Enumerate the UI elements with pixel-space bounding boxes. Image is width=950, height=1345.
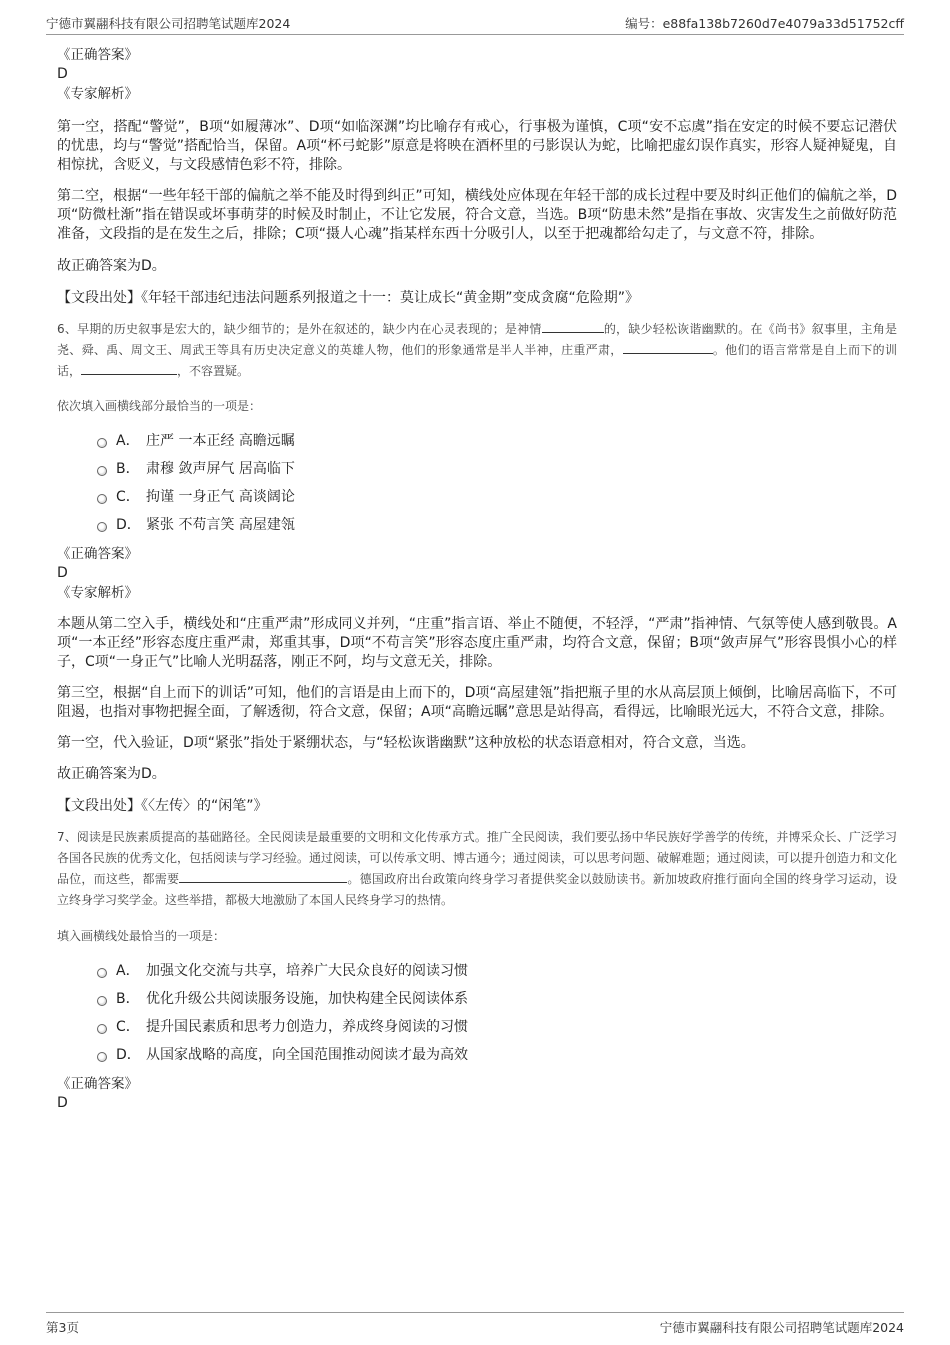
radio-icon[interactable] bbox=[97, 494, 107, 504]
option-b[interactable]: B． 优化升级公共阅读服务设施，加快构建全民阅读体系 bbox=[97, 985, 897, 1013]
option-d[interactable]: D． 从国家战略的高度，向全国范围推动阅读才最为高效 bbox=[97, 1041, 897, 1069]
radio-icon[interactable] bbox=[97, 1024, 107, 1034]
question-stem bbox=[57, 319, 897, 382]
analysis-paragraph: 第一空，代入验证，D项“紧张”指处于紧绷状态，与“轻松诙谐幽默”这种放松的状态语意相对，符合文意，当选。 bbox=[57, 735, 755, 751]
source-citation: 【文段出处】《〈左传〉的“闲笔”》 bbox=[57, 798, 268, 814]
option-a[interactable]: A． 加强文化交流与共享，培养广大民众良好的阅读习惯 bbox=[97, 957, 897, 985]
answer-value: D bbox=[57, 1095, 68, 1111]
question-text: 的，缺少轻松诙谐幽默的。在《尚书》叙事里，主角是尧、舜、禹、周文王、周武王等具有历史决定意义的英雄人物，他们的形象通常是半人半神，庄重严肃， bbox=[57, 322, 897, 357]
question-text: 6、早期的历史叙事是宏大的，缺少细节的；是外在叙述的，缺少内在心灵表现的；是神情 bbox=[57, 322, 542, 336]
blank-line bbox=[179, 870, 347, 883]
analysis-label: 《专家解析》 bbox=[57, 86, 138, 102]
page-content bbox=[57, 46, 897, 1114]
analysis-paragraph: 第一空，搭配“警觉”，B项“如履薄冰”、D项“如临深渊”均比喻存有戒心，行事极为谨慎，C项“安不忘虞”指在安定的时候不要忘记潜伏的忧患，均与“警觉”搭配恰当，保留。A项“杯弓蛇影”原意是将映在酒杯里的弓影误认为蛇，比喻把虚幻误作真实，形容人疑神疑鬼，自相惊扰，含贬义，与文段感情色彩不符，排除。 bbox=[57, 119, 897, 173]
option-list bbox=[97, 427, 897, 539]
analysis-paragraph: 第二空，根据“一些年轻干部的偏航之举不能及时得到纠正”可知，横线处应体现在年轻干部的成长过程中要及时纠正他们的偏航之举，D项“防微杜渐”指在错误或坏事萌芽的时候及时制止，不让它发展，符合文意，当选。B项“防患未然”是指在事故、灾害发生之前做好防范准备，文段指的是在发生之后，排除；C项“摄人心魂”指某样东西十分吸引人，以至于把魂都给勾走了，与文意不符，排除。 bbox=[57, 188, 897, 242]
answer-value: D bbox=[57, 66, 68, 82]
answer-label: 《正确答案》 bbox=[57, 546, 138, 562]
page-footer bbox=[46, 1312, 904, 1337]
header-title: 宁德市翼翮科技有限公司招聘笔试题库2024 bbox=[46, 16, 291, 31]
option-a[interactable]: A． 庄严 一本正经 高瞻远瞩 bbox=[97, 427, 897, 455]
blank-line bbox=[542, 320, 604, 333]
radio-icon[interactable] bbox=[97, 522, 107, 532]
answer-value: D bbox=[57, 565, 68, 581]
radio-icon[interactable] bbox=[97, 996, 107, 1006]
blank-line bbox=[623, 341, 713, 354]
source-citation: 【文段出处】《年轻干部违纪违法问题系列报道之十一：莫让成长“黄金期”变成贪腐“危险期”》 bbox=[57, 290, 640, 306]
question-prompt: 填入画横线处最恰当的一项是： bbox=[57, 929, 226, 943]
page-number: 第3页 bbox=[46, 1320, 79, 1335]
question-text: 。德国政府出台政策向终身学习者提供奖金以鼓励读书。新加坡政府推行面向全国的终身学习运动，设立终身学习奖学金。这些举措，都极大地激励了本国人民终身学习的热情。 bbox=[57, 872, 897, 907]
radio-icon[interactable] bbox=[97, 466, 107, 476]
question-text: 。他们的语言常常是自上而下的训话， bbox=[57, 343, 897, 378]
answer-label: 《正确答案》 bbox=[57, 47, 138, 63]
question-prompt: 依次填入画横线部分最恰当的一项是： bbox=[57, 399, 262, 413]
page-header bbox=[46, 10, 904, 35]
question-text: 7、阅读是民族素质提高的基础路径。全民阅读是最重要的文明和文化传承方式。推广全民阅读，我们要弘扬中华民族好学善学的传统，并博采众长、广泛学习各国各民族的优秀文化，包括阅读与学习经验。通过阅读，可以传承文明、博古通今；通过阅读，可以思考问题、破解难题；通过阅读，可以提升创造力和文化品位，而这些，都需要 bbox=[57, 830, 898, 886]
analysis-paragraph: 第三空，根据“自上而下的训话”可知，他们的言语是由上而下的，D项“高屋建瓴”指把瓶子里的水从高层顶上倾倒，比喻居高临下，不可阻遏，也指对事物把握全面，了解透彻，符合文意，保留；A项“高瞻远瞩”意思是站得高，看得远，比喻眼光远大，不符合文意，排除。 bbox=[57, 685, 897, 720]
analysis-label: 《专家解析》 bbox=[57, 585, 138, 601]
option-d[interactable]: D． 紧张 不苟言笑 高屋建瓴 bbox=[97, 511, 897, 539]
option-c[interactable]: C． 拘谨 一身正气 高谈阔论 bbox=[97, 483, 897, 511]
blank-line bbox=[81, 362, 177, 375]
analysis-conclusion: 故正确答案为D。 bbox=[57, 258, 166, 274]
radio-icon[interactable] bbox=[97, 968, 107, 978]
question-text: ，不容置疑。 bbox=[177, 364, 250, 378]
answer-label: 《正确答案》 bbox=[57, 1076, 138, 1092]
option-list bbox=[97, 957, 897, 1069]
option-b[interactable]: B． 肃穆 敛声屏气 居高临下 bbox=[97, 455, 897, 483]
option-c[interactable]: C． 提升国民素质和思考力创造力，养成终身阅读的习惯 bbox=[97, 1013, 897, 1041]
analysis-conclusion: 故正确答案为D。 bbox=[57, 766, 166, 782]
footer-title: 宁德市翼翮科技有限公司招聘笔试题库2024 bbox=[659, 1320, 904, 1335]
radio-icon[interactable] bbox=[97, 438, 107, 448]
analysis-paragraph: 本题从第二空入手，横线处和“庄重严肃”形成同义并列，“庄重”指言语、举止不随便，不轻浮，“严肃”指神情、气氛等使人感到敬畏。A项“一本正经”形容态度庄重严肃，郑重其事，D项“不苟言笑”形容态度庄重严肃，均符合文意，保留；B项“敛声屏气”形容畏惧小心的样子，C项“一身正气”比喻人光明磊落，刚正不阿，均与文意无关，排除。 bbox=[57, 616, 897, 670]
radio-icon[interactable] bbox=[97, 1052, 107, 1062]
header-doc-id: 编号：e88fa138b7260d7e4079a33d51752cff bbox=[625, 16, 904, 31]
question-stem bbox=[57, 827, 897, 911]
